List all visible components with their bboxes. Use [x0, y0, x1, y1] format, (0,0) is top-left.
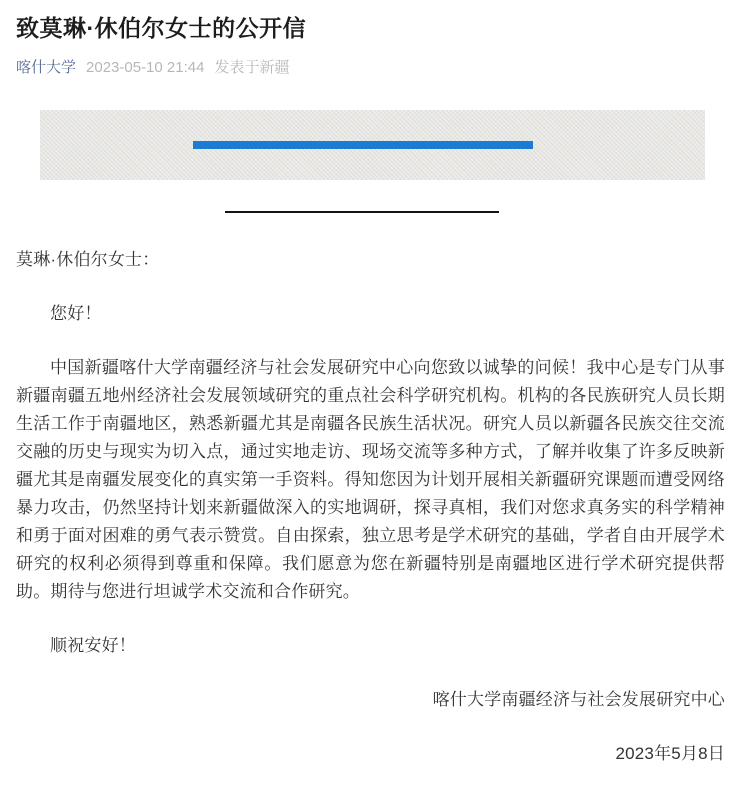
publish-location: 发表于新疆 — [214, 59, 290, 76]
letter-signature: 喀什大学南疆经济与社会发展研究中心 — [432, 690, 725, 709]
letter-date: 2023年5月8日 — [615, 744, 725, 763]
byline — [16, 58, 725, 78]
letter-salutation: 莫琳·休伯尔女士： — [16, 250, 160, 269]
account-name-link[interactable]: 喀什大学 — [16, 59, 77, 76]
letter-main-paragraph: 中国新疆喀什大学南疆经济与社会发展研究中心向您致以诚挚的问候！我中心是专门从事新疆南疆五地州经济社会发展领域研究的重点社会科学研究机构。机构的各民族研究人员长期生活工作于南疆地区，熟悉新疆尤其是南疆各民族生活状况。研究人员以新疆各民族交往交流交融的历史与现实为切入点，通过实地走访、现场交流等多种方式，了解并收集了许多反映新疆尤其是南疆发展变化的真实第一手资料。得知您因为计划开展相关新疆研究课题而遭受网络暴力攻击，仍然坚持计划来新疆做深入的实地调研，探寻真相，我们对您求真务实的科学精神和勇于面对困难的勇气表示赞赏。自由探索，独立思考是学术研究的基础，学者自由开展学术研究的权利必须得到尊重和保障。我们愿意为您在新疆特别是南疆地区进行学术研究提供帮助。期待与您进行坦诚学术交流和合作研究。 — [16, 358, 725, 601]
banner-blue-bar — [193, 141, 533, 149]
letter-body — [16, 246, 725, 768]
publish-datetime: 2023-05-10 21:44 — [86, 59, 205, 76]
letter-closing: 顺祝安好！ — [50, 636, 136, 655]
section-divider-line — [225, 211, 499, 213]
article-title: 致莫琳·休伯尔女士的公开信 — [16, 15, 307, 41]
banner-image[interactable] — [40, 110, 705, 180]
letter-greeting: 您好！ — [50, 304, 102, 323]
